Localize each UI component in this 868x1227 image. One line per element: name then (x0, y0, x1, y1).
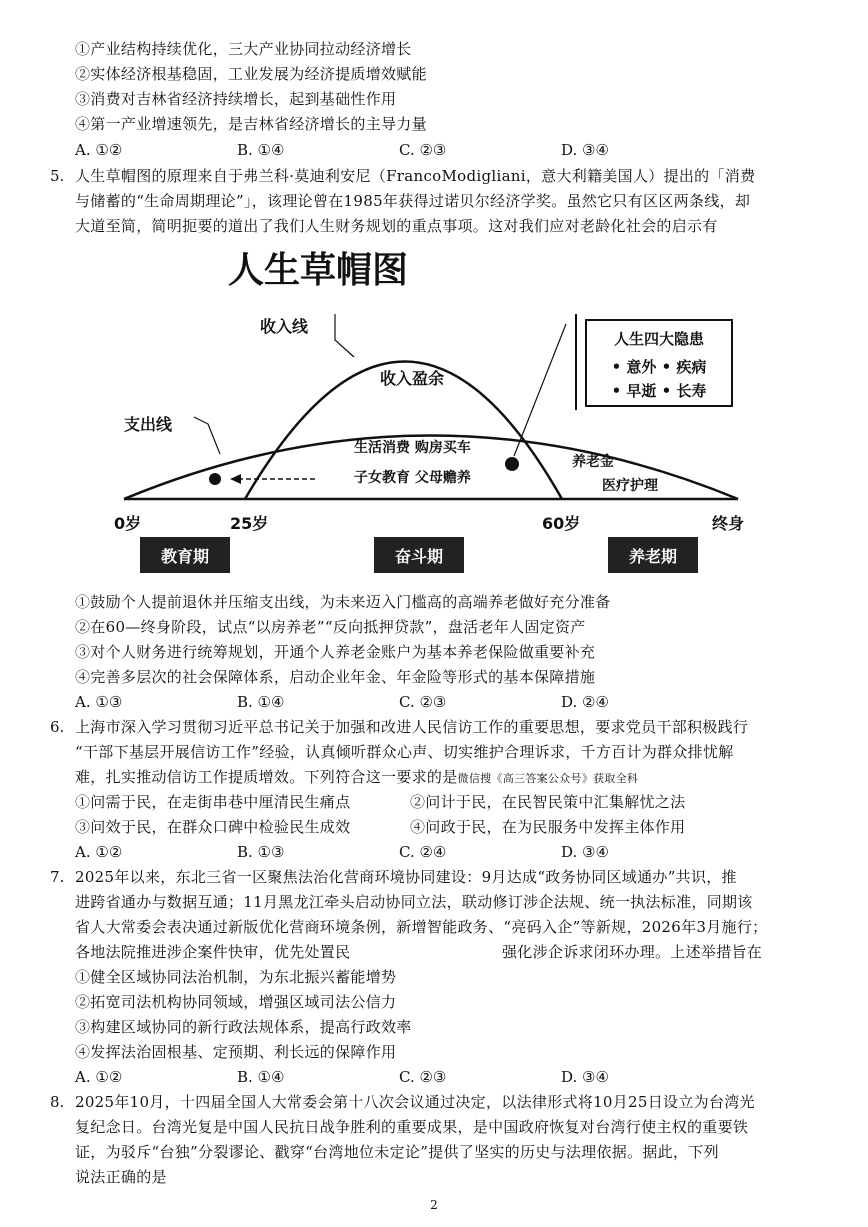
income-surplus-label: 收入盈余 (380, 369, 445, 388)
stage-struggle-label: 奋斗期 (394, 547, 444, 566)
q5-stem-1: 人生草帽图的原理来自于弗兰科·莫迪利安尼（FrancoModigliani，意大利籍美国人）提出的「消费 (75, 167, 756, 185)
risk-box-row-2: • 早逝 • 长寿 (611, 382, 707, 400)
q8-stem-3: 证，为驳斥“台独”分裂谬论、戳穿“台湾地位未定论”提供了坚实的历史与法理依据。据此，下列 (75, 1143, 719, 1161)
spending-label-2: 子女教育 父母赡养 (354, 470, 471, 486)
q6-stem-1: 上海市深入学习贯彻习近平总书记关于加强和改进人民信访工作的重要思想，要求党员干部积极践行 (75, 718, 749, 736)
q7-stem-1: 2025年以来，东北三省一区聚焦法治化营商环境协同建设：9月达成“政务协同区域通办”共识，推 (75, 868, 737, 886)
q4-option-1: ①产业结构持续优化，三大产业协同拉动经济增长 (75, 40, 412, 58)
q6-option-4: ④问政于民，在为民服务中发挥主体作用 (410, 818, 686, 836)
medical-care-label: 医疗护理 (602, 478, 658, 494)
q5-option-3: ③对个人财务进行统筹规划，开通个人养老金账户为基本养老保险做重要补充 (75, 643, 596, 661)
q7-choices (75, 1065, 723, 1090)
q5-option-4: ④完善多层次的社会保障体系，启动企业年金、年金险等形式的基本保障措施 (75, 668, 596, 686)
choice-b[interactable]: B. ①③ (237, 843, 285, 861)
stage-education-label: 教育期 (160, 547, 210, 566)
choice-d[interactable]: D. ③④ (561, 843, 609, 861)
choice-c[interactable]: C. ②③ (399, 693, 447, 711)
income-line-label: 收入线 (260, 317, 309, 336)
choice-b[interactable]: B. ①④ (237, 1068, 285, 1086)
q8-stem-4: 说法正确的是 (75, 1168, 167, 1186)
q6-stem-2: “干部下基层开展信访工作”经验，认真倾听群众心声、切实维护合理诉求，千方百计为群众排忧解 (75, 743, 734, 761)
q7-option-4: ④发挥法治固根基、定预期、利长远的保障作用 (75, 1043, 397, 1061)
q5-stem-2: 与储蓄的“生命周期理论”」，该理论曾在1985年获得过诺贝尔经济学奖。虽然它只有区区两条线，却 (75, 192, 751, 210)
q8-stem-1: 2025年10月，十四届全国人大常委会第十八次会议通过决定，以法律形式将10月25日设立为台湾光 (75, 1093, 755, 1111)
choice-a[interactable]: A. ①② (75, 1068, 123, 1086)
q5-option-1: ①鼓励个人提前退休并压缩支出线，为未来迈入门槛高的高端养老做好充分准备 (75, 593, 611, 611)
watermark-text: 微信搜《高三答案公众号》获取全科 (457, 772, 639, 785)
age-0-label: 0岁 (114, 514, 142, 533)
choice-c[interactable]: C. ②④ (399, 843, 447, 861)
q5-stem-3: 大道至简，简明扼要的道出了我们人生财务规划的重点事项。这对我们应对老龄化社会的启示有 (75, 217, 718, 235)
risk-box-row-1: • 意外 • 疾病 (611, 358, 707, 376)
q4-option-2: ②实体经济根基稳固，工业发展为经济提质增效赋能 (75, 65, 427, 83)
q7-option-2: ②拓宽司法机构协同领域，增强区域司法公信力 (75, 993, 397, 1011)
q5-option-2: ②在60—终身阶段，试点“以房养老”“反向抵押贷款”，盘活老年人固定资产 (75, 618, 586, 636)
q7-number: 7. (50, 868, 65, 886)
income-label-pointer (335, 314, 354, 357)
age-25-label: 25岁 (230, 514, 269, 533)
choice-a[interactable]: A. ①② (75, 843, 123, 861)
q7-option-1: ①健全区域协同法治机制，为东北振兴蓄能增势 (75, 968, 397, 986)
page-number: 2 (430, 1198, 438, 1212)
age-end-label: 终身 (712, 514, 745, 533)
stage-retirement-label: 养老期 (628, 547, 678, 566)
q5-choices (75, 690, 723, 715)
life-hat-diagram (110, 244, 770, 590)
age-60-label: 60岁 (542, 514, 581, 533)
dot-left (209, 473, 221, 485)
q6-option-3: ③问效于民，在群众口碑中检验民生成效 (75, 818, 351, 836)
q6-choices (75, 840, 723, 865)
choice-d[interactable]: D. ③④ (561, 141, 609, 159)
q4-choices (75, 138, 723, 163)
risk-pointer-line (514, 324, 566, 456)
q7-stem-4a: 各地法院推进涉企案件快审，优先处置民 (75, 943, 351, 961)
q6-stem-3 (75, 765, 638, 791)
q7-stem-2: 进跨省通办与数据互通；11月黑龙江牵头启动协同立法，联动修订涉企法规、统一执法标准，同期该 (75, 893, 753, 911)
figure-title: 人生草帽图 (227, 250, 409, 291)
expense-line-label: 支出线 (124, 415, 173, 434)
choice-c[interactable]: C. ②③ (399, 1068, 447, 1086)
q6-option-1: ①问需于民，在走街串巷中厘清民生痛点 (75, 793, 351, 811)
q6-stem-3-text: 难，扎实推动信访工作提质增效。下列符合这一要求的是 (75, 768, 458, 786)
risk-box-title: 人生四大隐患 (613, 330, 705, 348)
q7-stem-3: 省人大常委会表决通过新版优化营商环境条例，新增智能政务、“亮码入企”等新规，2026年3月施行； (75, 918, 768, 936)
q4-option-3: ③消费对吉林省经济持续增长，起到基础性作用 (75, 90, 397, 108)
q8-stem-2: 复纪念日。台湾光复是中国人民抗日战争胜利的重要成果，是中国政府恢复对台湾行使主权的重要铁 (75, 1118, 749, 1136)
spending-label-1: 生活消费 购房买车 (354, 440, 471, 456)
q5-number: 5. (50, 167, 65, 185)
choice-d[interactable]: D. ②④ (561, 693, 609, 711)
expense-label-pointer (194, 417, 220, 454)
q8-number: 8. (50, 1093, 65, 1111)
dot-right (505, 457, 519, 471)
choice-a[interactable]: A. ①② (75, 141, 123, 159)
q6-number: 6. (50, 718, 65, 736)
q4-option-4: ④第一产业增速领先，是吉林省经济增长的主导力量 (75, 115, 427, 133)
choice-c[interactable]: C. ②③ (399, 141, 447, 159)
choice-b[interactable]: B. ①④ (237, 693, 285, 711)
arrow-head-icon (230, 474, 241, 484)
pension-label: 养老金 (572, 454, 614, 470)
q7-option-3: ③构建区域协同的新行政法规体系，提高行政效率 (75, 1018, 412, 1036)
choice-b[interactable]: B. ①④ (237, 141, 285, 159)
choice-d[interactable]: D. ③④ (561, 1068, 609, 1086)
choice-a[interactable]: A. ①③ (75, 693, 123, 711)
q7-stem-4b: 强化涉企诉求闭环办理。上述举措旨在 (502, 943, 763, 961)
q6-option-2: ②问计于民，在民智民策中汇集解忧之法 (410, 793, 686, 811)
